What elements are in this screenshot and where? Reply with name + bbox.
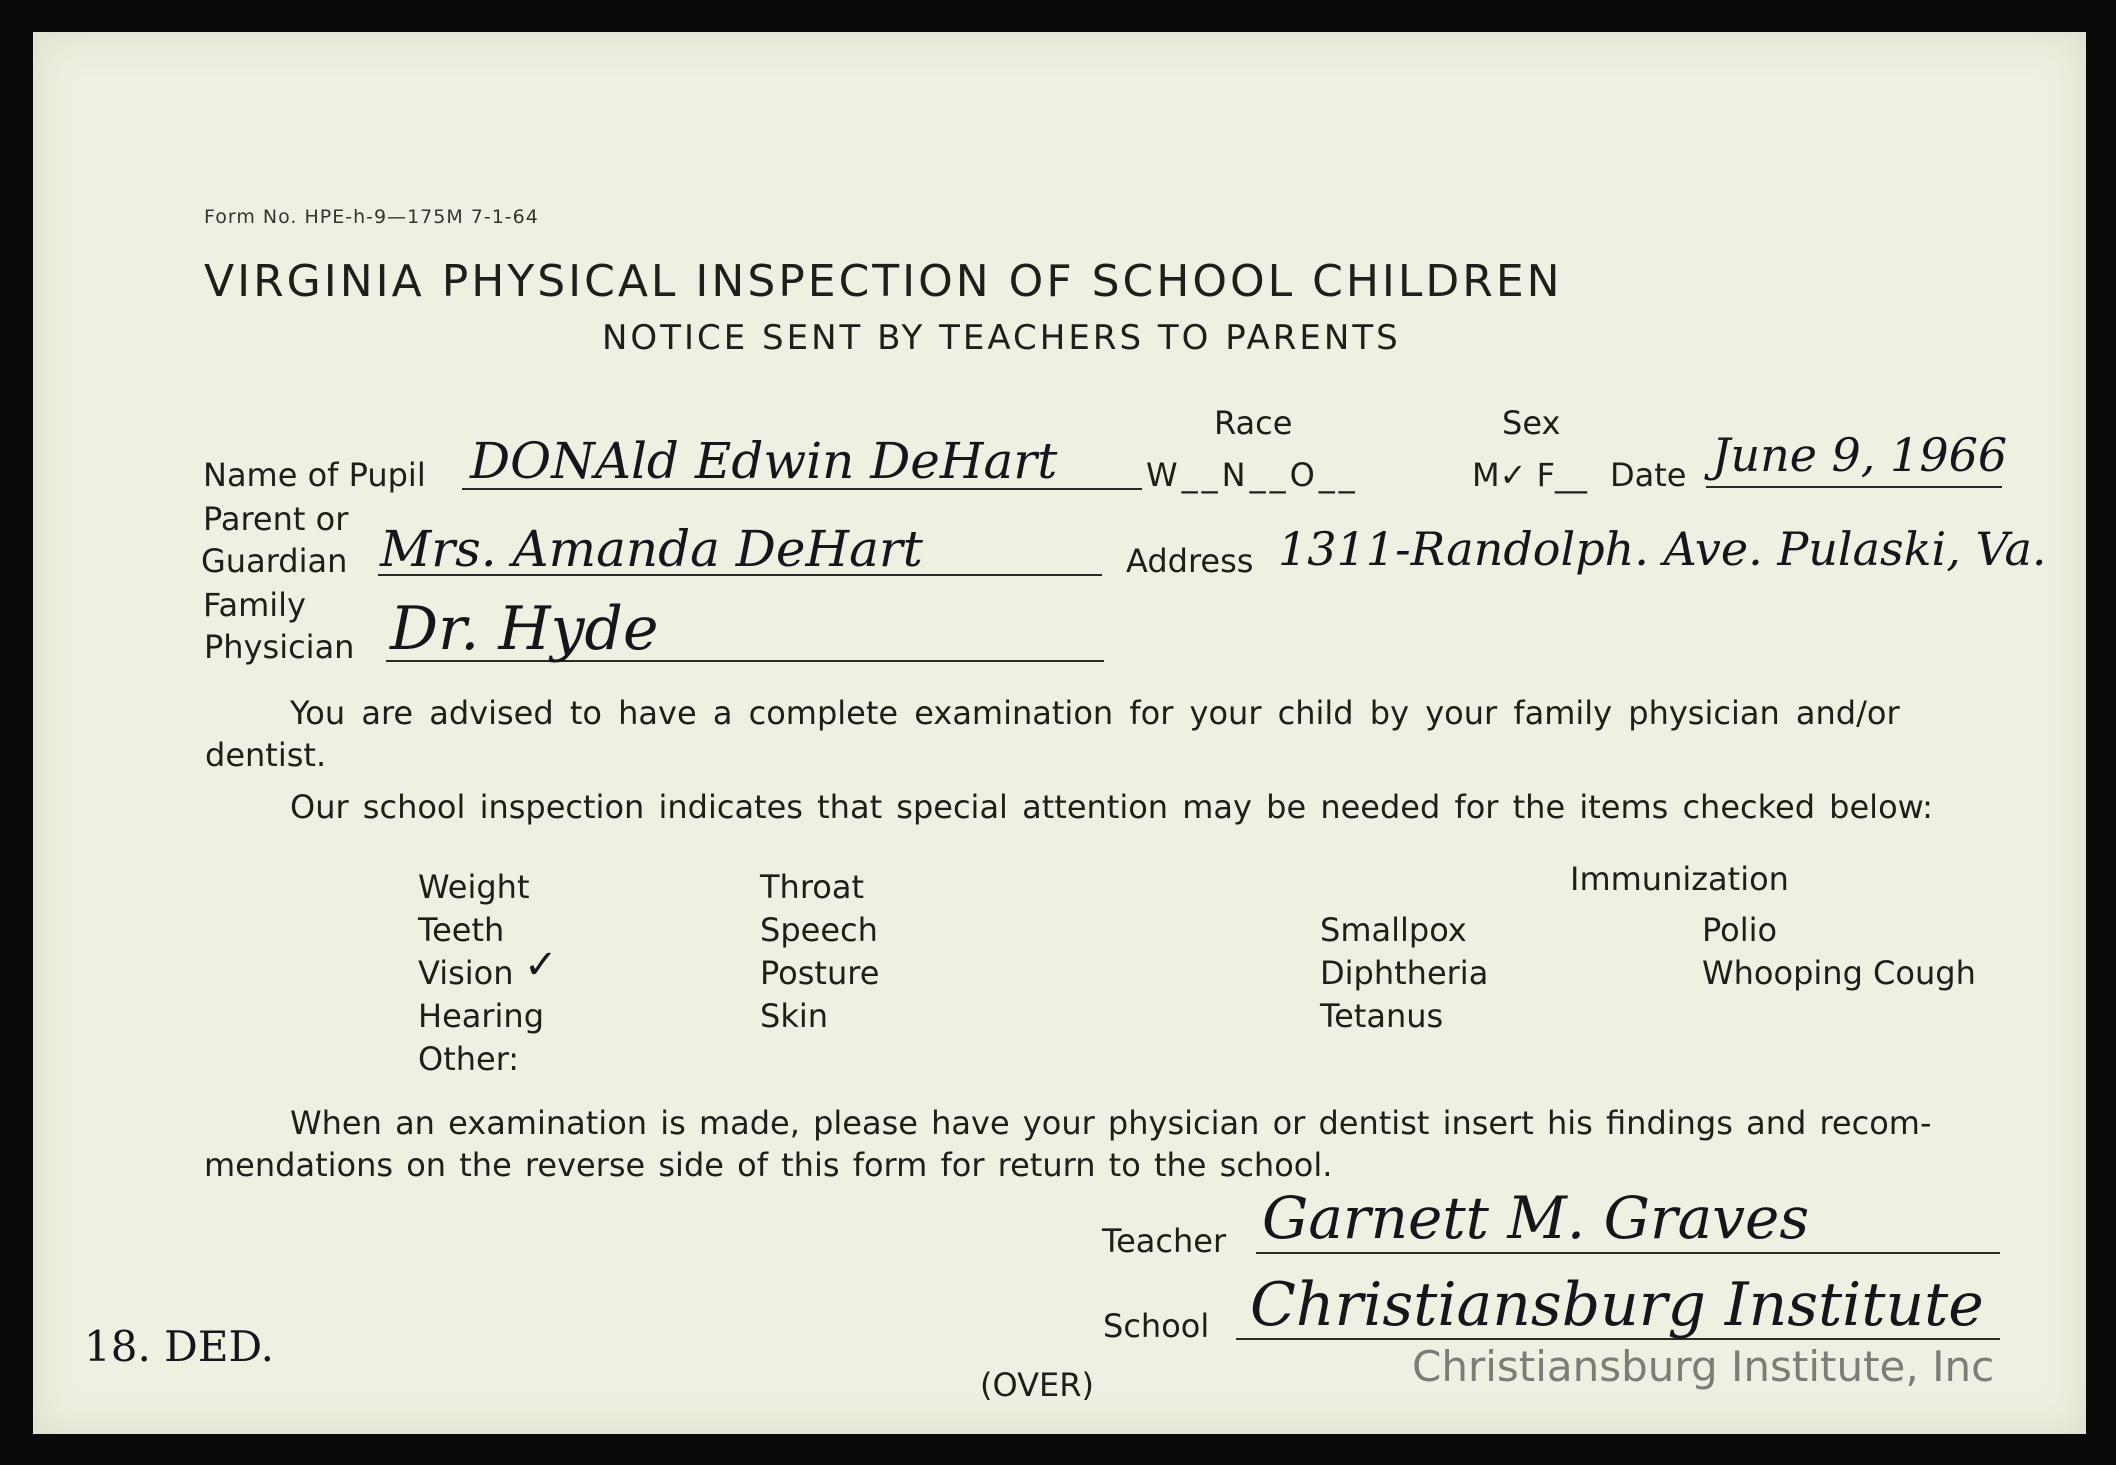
race-label: Race: [1214, 404, 1293, 442]
immunization-item-tetanus: Tetanus: [1320, 997, 1444, 1035]
date-value: June 9, 1966: [1712, 428, 2008, 482]
immunization-item-smallpox: Smallpox: [1320, 911, 1467, 949]
physician-label-line2: Physician: [204, 628, 355, 666]
checklist-item-skin: Skin: [760, 997, 829, 1035]
inspection-text: Our school inspection indicates that special attention may be needed for the items checked below:: [290, 788, 1933, 826]
address-value: 1311-Randolph. Ave. Pulaski, Va.: [1278, 522, 2047, 576]
advice-text-line2: dentist.: [205, 736, 327, 774]
school-value: Christiansburg Institute: [1250, 1270, 1984, 1340]
checklist-item-other: Other:: [418, 1040, 520, 1078]
checklist-item-weight: Weight: [418, 868, 530, 906]
checklist-item-hearing: Hearing: [418, 997, 544, 1035]
teacher-signature: Garnett M. Graves: [1262, 1184, 1810, 1252]
parent-label-line1: Parent or: [203, 500, 349, 538]
physician-label-line1: Family: [203, 586, 306, 624]
immunization-item-polio: Polio: [1702, 911, 1778, 949]
vision-checkmark: ✓: [524, 942, 558, 988]
name-of-pupil-label: Name of Pupil: [203, 456, 426, 494]
checklist-item-speech: Speech: [760, 911, 878, 949]
pupil-name-value: DONAld Edwin DeHart: [470, 432, 1058, 490]
form-number: Form No. HPE-h-9—175M 7-1-64: [204, 206, 539, 228]
immunization-item-whooping-cough: Whooping Cough: [1702, 954, 1976, 992]
teacher-label: Teacher: [1102, 1222, 1227, 1260]
school-label: School: [1103, 1307, 1210, 1345]
checklist-item-throat: Throat: [760, 868, 865, 906]
checklist-item-posture: Posture: [760, 954, 880, 992]
exam-text-line2: mendations on the reverse side of this form for return to the school.: [204, 1146, 1333, 1184]
exam-text-line1: When an examination is made, please have your physician or dentist insert his findings and recom-: [290, 1104, 1932, 1142]
sex-options: M✓ F__: [1472, 456, 1587, 494]
parent-label-line2: Guardian: [201, 542, 348, 580]
address-label: Address: [1126, 542, 1254, 580]
margin-note: 18. DED.: [84, 1322, 275, 1371]
race-options: W__N__O__: [1146, 456, 1359, 494]
over-text: (OVER): [980, 1366, 1094, 1404]
form-title: VIRGINIA PHYSICAL INSPECTION OF SCHOOL CHILDREN: [204, 256, 1563, 307]
sex-label: Sex: [1502, 404, 1561, 442]
date-line: [1706, 486, 2002, 488]
form-subtitle: NOTICE SENT BY TEACHERS TO PARENTS: [602, 318, 1401, 358]
watermark: Christiansburg Institute, Inc: [1412, 1342, 1995, 1391]
checklist-item-vision: Vision: [418, 954, 514, 992]
teacher-line: [1256, 1252, 2000, 1254]
checklist-item-teeth: Teeth: [418, 911, 505, 949]
immunization-header: Immunization: [1570, 860, 1789, 898]
parent-value: Mrs. Amanda DeHart: [380, 520, 923, 578]
date-label: Date: [1610, 456, 1687, 494]
immunization-item-diphtheria: Diphtheria: [1320, 954, 1489, 992]
advice-text-line1: You are advised to have a complete examination for your child by your family physician and/or: [290, 694, 1900, 732]
physician-value: Dr. Hyde: [390, 594, 659, 664]
